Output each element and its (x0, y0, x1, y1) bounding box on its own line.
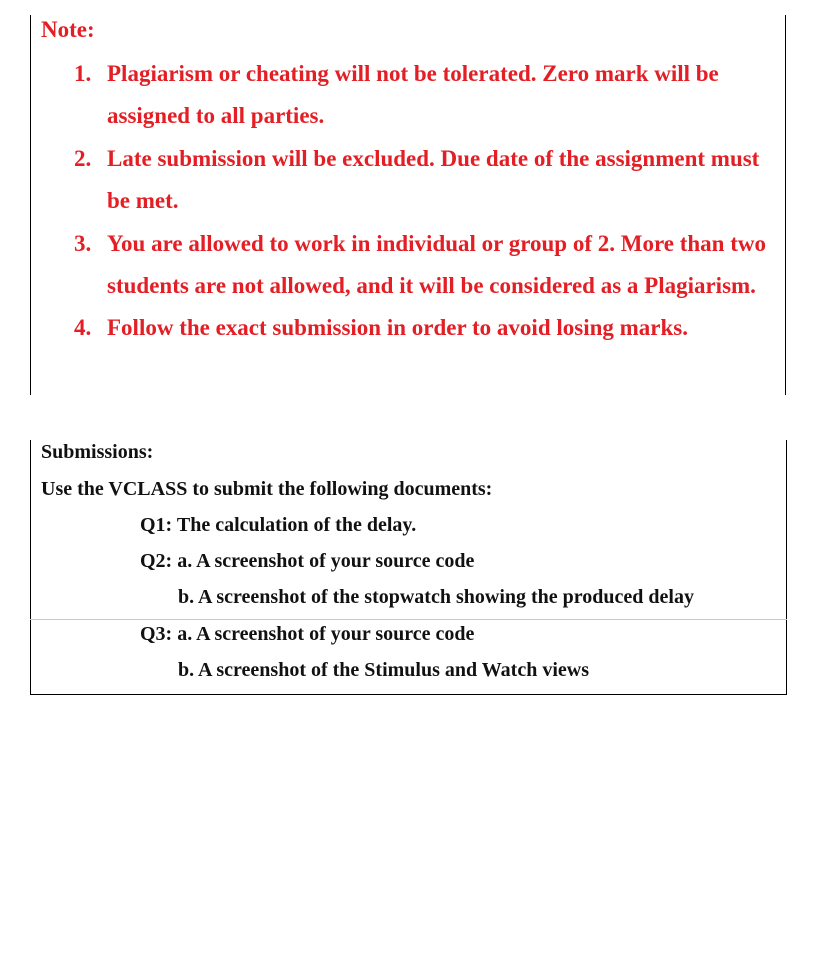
note-text: Follow the exact submission in order to avoid losing marks. (107, 315, 688, 341)
q3-line (140, 622, 474, 646)
note-number: 4. (74, 315, 92, 341)
q1-line: Q1: The calculation of the delay. (140, 514, 417, 536)
submissions-box (30, 440, 787, 695)
submissions-intro: Use the VCLASS to submit the following documents: (41, 478, 493, 500)
note-list (31, 53, 787, 350)
note-item-2 (31, 138, 787, 223)
note-item-3 (31, 223, 787, 308)
note-title: Note: (41, 17, 95, 42)
note-item-1 (31, 53, 787, 138)
q3-label: Q3: (140, 623, 173, 645)
submissions-title: Submissions: (41, 441, 154, 463)
note-number: 3. (74, 230, 92, 256)
note-box (30, 15, 786, 395)
note-text: Plagiarism or cheating will not be tolerated. Zero mark will be assigned to all parties. (107, 61, 719, 129)
q2-label: Q2: (140, 550, 173, 572)
q2-a-text: a. A screenshot of your source code (177, 550, 475, 572)
note-text: You are allowed to work in individual or group of 2. More than two students are not allowed, and it will be considered as a Plagiarism. (107, 230, 766, 299)
note-text: Late submission will be excluded. Due date of the assignment must be met. (107, 145, 760, 214)
section-divider (30, 619, 787, 620)
q3-b-line: b. A screenshot of the Stimulus and Watch views (178, 659, 589, 681)
q3-a-text: a. A screenshot of your source code (177, 623, 475, 645)
q2-b-line: b. A screenshot of the stopwatch showing the produced delay (178, 586, 694, 608)
q2-line (140, 549, 474, 573)
note-item-4 (31, 307, 787, 349)
note-number: 2. (74, 145, 92, 171)
note-number: 1. (74, 61, 92, 86)
